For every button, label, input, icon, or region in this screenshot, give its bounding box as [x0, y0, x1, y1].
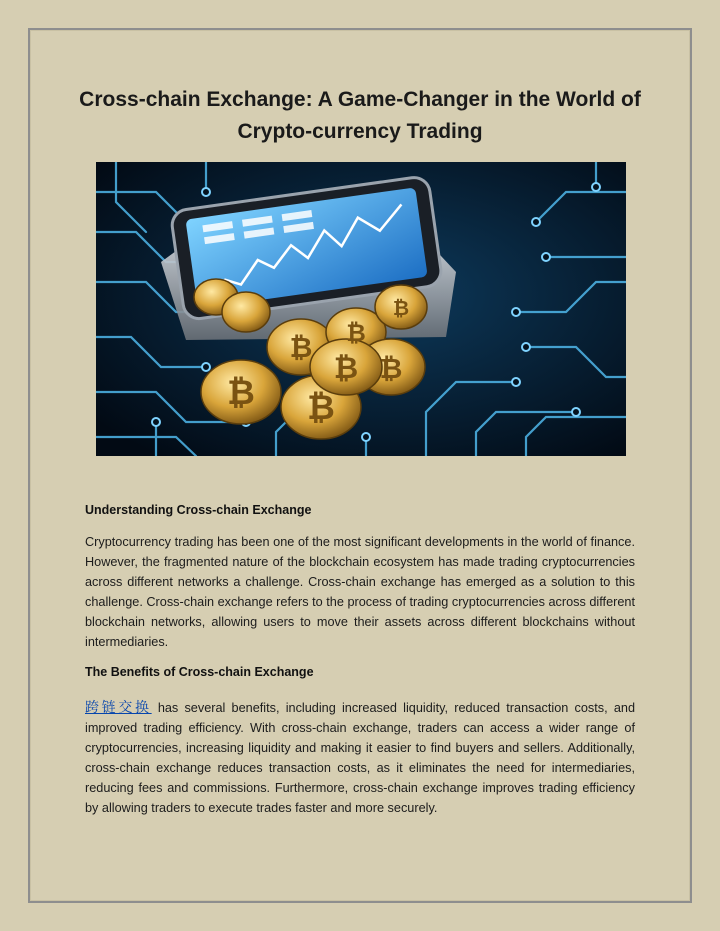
title-line-2: Crypto-currency Trading: [237, 120, 483, 143]
paragraph-benefits: [85, 698, 635, 818]
svg-text:₿: ₿: [346, 319, 366, 347]
cross-chain-exchange-link[interactable]: 跨链交换: [85, 700, 152, 716]
svg-text:₿: ₿: [227, 373, 255, 413]
svg-text:₿: ₿: [379, 352, 403, 385]
svg-text:₿: ₿: [289, 331, 313, 364]
smartphone-wallet-bitcoins-circuit-image: [96, 162, 626, 456]
svg-text:₿: ₿: [333, 351, 359, 386]
section-heading-understanding: Understanding Cross-chain Exchange: [85, 503, 312, 517]
title-line-1: Cross-chain Exchange: A Game-Changer in the World of: [79, 88, 641, 111]
document-title: [60, 84, 660, 148]
hero-image: [96, 162, 626, 456]
svg-text:₿: ₿: [307, 388, 335, 428]
svg-text:₿: ₿: [392, 296, 410, 320]
section-heading-benefits: The Benefits of Cross-chain Exchange: [85, 665, 314, 679]
paragraph-understanding: Cryptocurrency trading has been one of the most significant developments in the world of finance. However, the fragmented nature of the blockchain ecosystem has made trading cryptocurrencies across different networks a challenge. Cross-chain exchange has emerged as a solution to this challenge. Cross-chain exchange refers to the process of trading cryptocurrencies across different blockchain networks, allowing users to move their assets across different blockchains without intermediaries.: [85, 535, 635, 649]
paragraph-benefits-text: has several benefits, including increased liquidity, reduced transaction costs, and improved trading efficiency. With cross-chain exchange, traders can access a wider range of cryptocurrencies, increasing liquidity and making it easier to find buyers and sellers. Additionally, cross-chain exchange reduces transaction costs, as it eliminates the need for intermediaries, reducing fees and commissions. Furthermore, cross-chain exchange improves trading efficiency by allowing traders to execute trades faster and more securely.: [85, 701, 635, 815]
